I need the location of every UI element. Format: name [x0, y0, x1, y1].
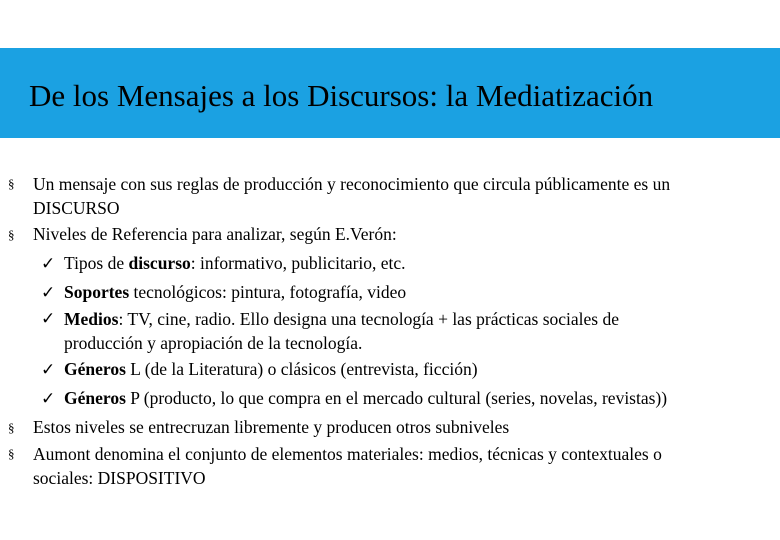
checkmark-icon: ✓ [41, 283, 56, 302]
square-bullet-icon: § [8, 176, 15, 191]
sub-bullet-item-5 [8, 384, 768, 413]
bullet-item-1 [8, 172, 768, 220]
sub-bullet-item-2 [8, 278, 768, 307]
bullet-text-4a: Aumont denomina el conjunto de elementos materiales: medios, técnicas y contextuales o [33, 444, 662, 464]
sub-text-4-post: L (de la Literatura) o clásicos (entrevista, ficción) [125, 359, 478, 379]
sub-text-1-post: : informativo, publicitario, etc. [190, 253, 406, 273]
checkmark-icon: ✓ [41, 254, 56, 273]
slide-title: De los Mensajes a los Discursos: la Mediatización [29, 78, 654, 113]
sub-text-5-bold: Géneros [64, 388, 126, 408]
bullet-item-2 [8, 220, 768, 249]
bullet-text-2: Niveles de Referencia para analizar, según E.Verón: [33, 224, 397, 244]
bullet-item-4 [8, 442, 768, 490]
sub-text-2-post: tecnológicos: pintura, fotografía, video [129, 282, 407, 302]
checkmark-icon: ✓ [41, 389, 56, 408]
bullet-text-4b: sociales: DISPOSITIVO [33, 468, 206, 488]
sub-text-3-bold: Medios [64, 309, 119, 329]
sub-bullet-item-1 [8, 249, 768, 278]
sub-text-4-bold: Géneros [64, 359, 126, 379]
sub-text-1-pre: Tipos de [64, 253, 129, 273]
sub-text-3-line2: producción y apropiación de la tecnología. [64, 333, 363, 353]
sub-bullet-item-3 [8, 307, 768, 355]
checkmark-icon: ✓ [41, 309, 56, 328]
sub-text-3-post: : TV, cine, radio. Ello designa una tecnología + las prácticas sociales de [118, 309, 619, 329]
bullet-text-1b: DISCURSO [33, 198, 120, 218]
square-bullet-icon: § [8, 227, 15, 242]
slide-content [8, 172, 768, 490]
square-bullet-icon: § [8, 420, 15, 435]
bullet-item-3 [8, 413, 768, 442]
sub-text-2-bold: Soportes [64, 282, 130, 302]
checkmark-icon: ✓ [41, 360, 56, 379]
sub-bullet-item-4 [8, 355, 768, 384]
square-bullet-icon: § [8, 446, 15, 461]
sub-text-1-bold: discurso [128, 253, 191, 273]
bullet-text-3: Estos niveles se entrecruzan libremente y producen otros subniveles [33, 417, 510, 437]
bullet-text-1a: Un mensaje con sus reglas de producción y reconocimiento que circula públicamente es un [33, 174, 671, 194]
sub-text-5-post: P (producto, lo que compra en el mercado cultural (series, novelas, revistas)) [125, 388, 668, 408]
